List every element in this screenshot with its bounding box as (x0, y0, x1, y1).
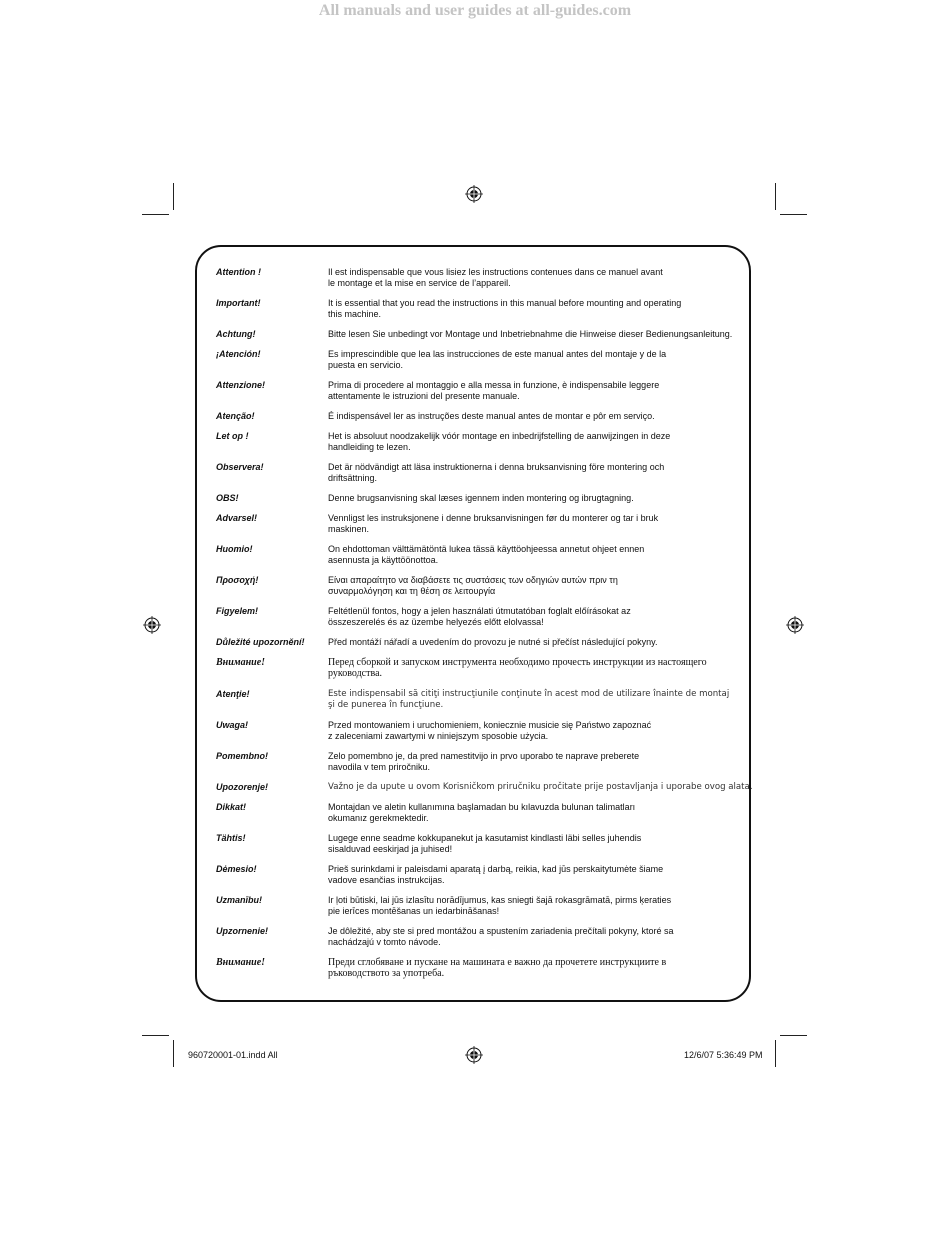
registration-mark-icon (465, 185, 483, 203)
warning-row (216, 720, 739, 742)
warning-text-line: Prima di procedere al montaggio e alla messa in funzione, è indispensabile leggere (328, 380, 660, 390)
warning-text-line: this machine. (328, 309, 382, 319)
warning-label: Attenzione! (216, 380, 265, 390)
warning-text (328, 380, 739, 402)
warning-text-line: Het is absoluut noodzakelijk vóór montage en inbedrijfstelling de aanwijzingen in deze (328, 431, 671, 441)
warning-text-line: asennusta ja käyttöönottoa. (328, 555, 439, 565)
warning-label: Achtung! (216, 329, 256, 339)
warning-label: Внимание! (216, 957, 266, 968)
warning-text-line: okumanız gerekmektedir. (328, 813, 429, 823)
warning-text-line: maskinen. (328, 524, 370, 534)
warning-text (328, 267, 739, 289)
warning-label: Pomembno! (216, 751, 269, 761)
warning-text (328, 431, 739, 453)
warning-label: Huomio! (216, 544, 253, 554)
warning-row (216, 298, 739, 320)
warning-text-line: navodila v tem priročniku. (328, 762, 431, 772)
warning-row (216, 380, 739, 402)
crop-mark (780, 214, 807, 215)
footer-filename: 960720001-01.indd All (188, 1050, 278, 1060)
warning-box (195, 245, 751, 1002)
warning-text (328, 544, 739, 566)
warning-text-line: nachádzajú v tomto návode. (328, 937, 441, 947)
warning-row (216, 349, 739, 371)
crop-mark (775, 1040, 776, 1067)
warning-text-line: руководства. (328, 668, 383, 679)
warning-label: Atenção! (216, 411, 255, 421)
warning-text-line: sisalduvad eeskirjad ja juhised! (328, 844, 453, 854)
warning-text-line: Feltétlenül fontos, hogy a jelen használati útmutatóban foglalt előírásokat az (328, 606, 631, 616)
warning-label: Důležité upozornění! (216, 637, 305, 647)
warning-text-line: συναρμολόγηση και τη θέση σε λειτουργία (328, 586, 496, 596)
warning-text (328, 864, 739, 886)
registration-mark-icon (143, 616, 161, 634)
crop-mark (173, 1040, 174, 1067)
warning-text-line: On ehdottoman välttämätöntä lukea tässä käyttöohjeessa annetut ohjeet ennen (328, 544, 645, 554)
warning-row (216, 637, 739, 648)
warning-text (328, 462, 739, 484)
warning-row (216, 833, 739, 855)
footer-datetime: 12/6/07 5:36:49 PM (684, 1050, 763, 1060)
warning-label: Uwaga! (216, 720, 249, 730)
warning-text (328, 926, 739, 948)
warning-row (216, 751, 739, 773)
warning-text-line: Преди сглобяване и пускане на машината е важно да прочетете инструкциите в (328, 957, 667, 968)
warning-text-line: z zaleceniami zawartymi w niniejszym sposobie użycia. (328, 731, 549, 741)
warning-text (328, 782, 753, 793)
warning-label: Upozorenje! (216, 782, 269, 792)
warning-label: OBS! (216, 493, 239, 503)
warning-text-line: Il est indispensable que vous lisiez les instructions contenues dans ce manuel avant (328, 267, 663, 277)
warning-row (216, 493, 739, 504)
warning-text-line: pie ierīces montēšanas un iedarbināšanas! (328, 906, 500, 916)
warning-row (216, 267, 739, 289)
crop-mark (780, 1035, 807, 1036)
warning-row (216, 957, 739, 979)
warning-text-line: Denne brugsanvisning skal læses igennem inden montering og ibrugtagning. (328, 493, 634, 503)
warning-row (216, 802, 739, 824)
warning-row (216, 782, 753, 793)
warning-text (328, 720, 739, 742)
warning-label: Let op ! (216, 431, 249, 441)
warning-text-line: Перед сборкой и запуском инструмента необходимо прочесть инструкции из настоящего (328, 657, 707, 668)
warning-row (216, 657, 739, 679)
warning-label: Внимание! (216, 657, 266, 668)
warning-row (216, 689, 739, 711)
warning-row (216, 864, 739, 886)
warning-text-line: Prieš surinkdami ir paleisdami aparatą į darbą, reikia, kad jūs perskaitytumėte šiame (328, 864, 664, 874)
warning-text (328, 751, 739, 773)
warning-text (328, 637, 739, 648)
warning-row (216, 575, 739, 597)
warning-label: Advarsel! (216, 513, 258, 523)
warning-label: Uzmanību! (216, 895, 262, 905)
warning-text (328, 802, 739, 824)
crop-mark (142, 214, 169, 215)
warning-row (216, 513, 739, 535)
warning-text-line: Este indispensabil să citiţi instrucţiunile conţinute în acest mod de utilizare înainte de montaj (328, 689, 730, 699)
warning-row (216, 926, 739, 948)
warning-text (328, 895, 739, 917)
warning-label: Upzornenie! (216, 926, 269, 936)
registration-mark-icon (465, 1046, 483, 1064)
warning-text-line: vadove esančias instrukcijas. (328, 875, 445, 885)
warning-label: Important! (216, 298, 261, 308)
warning-text-line: Zelo pomembno je, da pred namestitvijo in prvo uporabo te naprave preberete (328, 751, 640, 761)
warning-row (216, 895, 739, 917)
warning-label: Observera! (216, 462, 264, 472)
warning-text-line: Montajdan ve aletin kullanımına başlamadan bu kılavuzda bulunan talimatları (328, 802, 636, 812)
warning-text (328, 493, 739, 504)
warning-text (328, 957, 739, 979)
warning-text-line: attentamente le istruzioni del presente manuale. (328, 391, 520, 401)
warning-row (216, 606, 739, 628)
warning-text (328, 833, 739, 855)
warning-label: Attention ! (216, 267, 261, 277)
crop-mark (775, 183, 776, 210)
watermark: All manuals and user guides at all-guides.com (318, 2, 632, 19)
warning-label: Tähtis! (216, 833, 246, 843)
warning-row (216, 544, 739, 566)
warning-text (328, 411, 739, 422)
warning-text-line: Vennligst les instruksjonene i denne bruksanvisningen før du monterer og tar i bruk (328, 513, 659, 523)
warning-label: Dėmesio! (216, 864, 257, 874)
warning-text-line: Važno je da upute u ovom Korisničkom priručniku pročitate prije postavljanja i uporabe ovog alata. (328, 782, 753, 792)
warning-text (328, 298, 739, 320)
warning-text-line: Det är nödvändigt att läsa instruktionerna i denna bruksanvisning före montering och (328, 462, 665, 472)
warning-label: Figyelem! (216, 606, 259, 616)
warning-text-line: összeszerelés és az üzembe helyezés előtt elolvassa! (328, 617, 544, 627)
warning-row (216, 462, 739, 484)
warning-text-line: le montage et la mise en service de l’appareil. (328, 278, 511, 288)
warning-text-line: ръководството за употреба. (328, 968, 445, 979)
warning-text-line: driftsättning. (328, 473, 378, 483)
crop-mark (142, 1035, 169, 1036)
warning-text-line: Lugege enne seadme kokkupanekut ja kasutamist kindlasti läbi selles juhendis (328, 833, 642, 843)
warning-text-line: Es imprescindible que lea las instrucciones de este manual antes del montaje y de la (328, 349, 667, 359)
warning-text-line: Ir ļoti būtiski, lai jūs izlasītu norādījumus, kas sniegti šajā rokasgrāmatā, pirms ķeraties (328, 895, 672, 905)
warning-text-line: É indispensável ler as instruções deste manual antes de montar e pôr em serviço. (328, 411, 655, 421)
warning-text-line: Είναι απαραίτητο να διαβάσετε τις συστάσεις των οδηγιών αυτών πριν τη (328, 575, 618, 585)
warning-text (328, 329, 739, 340)
warning-label: Dikkat! (216, 802, 247, 812)
warning-row (216, 431, 739, 453)
warning-text-line: Před montáží nářadí a uvedením do provozu je nutné si přečíst následující pokyny. (328, 637, 658, 647)
warning-row (216, 411, 739, 422)
warning-text (328, 349, 739, 371)
warning-text-line: It is essential that you read the instructions in this manual before mounting and operating (328, 298, 682, 308)
registration-mark-icon (786, 616, 804, 634)
warning-text (328, 657, 739, 679)
warning-label: ¡Atención! (216, 349, 261, 359)
warning-text (328, 689, 739, 711)
warning-text-line: Je dôležité, aby ste si pred montážou a spustením zariadenia prečítali pokyny, ktoré sa (328, 926, 674, 936)
warning-text-line: Przed montowaniem i uruchomieniem, koniecznie musicie się Państwo zapoznać (328, 720, 652, 730)
warning-text-line: şi de punerea în funcţiune. (328, 700, 444, 710)
warning-row (216, 329, 739, 340)
warning-text-line: puesta en servicio. (328, 360, 404, 370)
crop-mark (173, 183, 174, 210)
warning-label: Προσοχή! (216, 575, 259, 585)
warning-text (328, 606, 739, 628)
warning-text (328, 575, 739, 597)
warning-text-line: Bitte lesen Sie unbedingt vor Montage und Inbetriebnahme die Hinweise dieser Bedienungsanleitung. (328, 329, 733, 339)
warning-text (328, 513, 739, 535)
warning-label: Atenţie! (216, 689, 250, 699)
warning-text-line: handleiding te lezen. (328, 442, 411, 452)
